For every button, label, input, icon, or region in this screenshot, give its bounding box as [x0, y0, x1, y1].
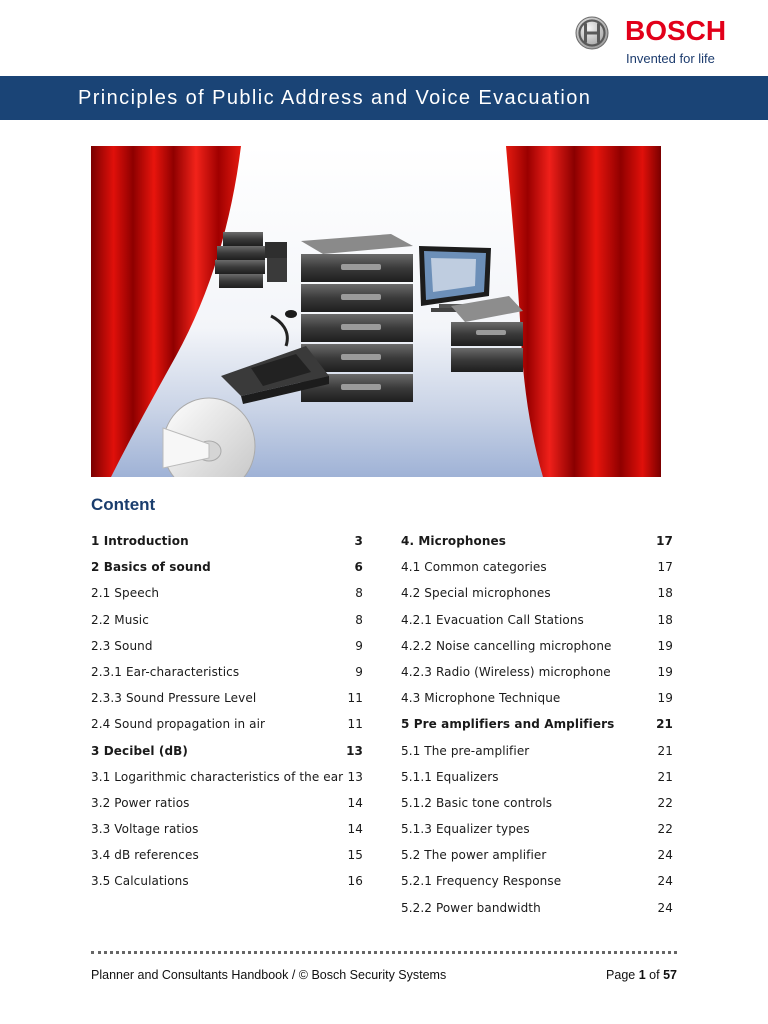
toc-entry-page: 6: [354, 560, 363, 575]
toc-entry-label: 5.1 The pre-amplifier: [401, 743, 530, 758]
toc-entry[interactable]: [91, 868, 363, 894]
toc-entry-label: 5.2 The power amplifier: [401, 848, 547, 863]
toc-entry[interactable]: [401, 895, 673, 921]
toc-entry[interactable]: [91, 685, 363, 711]
toc-entry-page: 19: [657, 691, 673, 706]
toc-entry[interactable]: [91, 607, 363, 633]
pa-equipment-stage-illustration: [91, 146, 661, 477]
toc-entry-label: 2.3 Sound: [91, 638, 153, 653]
toc-entry[interactable]: [401, 685, 673, 711]
toc-entry[interactable]: [91, 528, 363, 554]
page-of: of: [649, 968, 660, 982]
toc-entry[interactable]: [401, 816, 673, 842]
toc-entry[interactable]: [91, 764, 363, 790]
toc-entry-page: 16: [347, 874, 363, 889]
toc-entry[interactable]: [91, 711, 363, 737]
toc-entry-label: 5.1.1 Equalizers: [401, 769, 499, 784]
toc-entry[interactable]: [401, 711, 673, 737]
toc-entry[interactable]: [91, 580, 363, 606]
toc-entry-label: 2.1 Speech: [91, 586, 160, 601]
toc-entry[interactable]: [401, 607, 673, 633]
toc-entry[interactable]: [91, 816, 363, 842]
toc-entry-page: 24: [657, 900, 673, 915]
toc-entry-label: 4.2.3 Radio (Wireless) microphone: [401, 664, 611, 679]
toc-entry[interactable]: [91, 842, 363, 868]
toc-entry-page: 21: [657, 769, 673, 784]
toc-left-column: [91, 528, 363, 895]
content-heading: Content: [91, 495, 156, 514]
toc-entry[interactable]: [401, 790, 673, 816]
toc-entry[interactable]: [91, 633, 363, 659]
toc-entry-label: 5.2.2 Power bandwidth: [401, 900, 541, 915]
toc-entry-page: 11: [347, 691, 363, 706]
toc-entry-page: 22: [657, 795, 673, 810]
toc-entry-page: 11: [347, 717, 363, 732]
toc-entry-page: 14: [347, 795, 363, 810]
bosch-logo: [572, 15, 762, 67]
toc-entry-page: 15: [347, 848, 363, 863]
toc-entry[interactable]: [401, 528, 673, 554]
toc-right-column: [401, 528, 673, 921]
toc-entry-page: 3: [354, 534, 363, 548]
toc-entry-label: 5.1.3 Equalizer types: [401, 822, 530, 837]
page-current: 1: [638, 968, 646, 982]
title-band: [0, 76, 768, 120]
toc-entry-label: 2 Basics of sound: [91, 560, 211, 575]
toc-entry-page: 18: [657, 612, 673, 627]
toc-entry-label: 4. Microphones: [401, 534, 507, 548]
document-title: Principles of Public Address and Voice Evacuation: [78, 86, 592, 109]
toc-entry-page: 18: [657, 586, 673, 601]
brand-name: BOSCH: [625, 15, 727, 46]
toc-entry-page: 19: [657, 638, 673, 653]
toc-entry[interactable]: [401, 659, 673, 685]
toc-entry-page: 24: [657, 874, 673, 889]
toc-entry-label: 4.2.2 Noise cancelling microphone: [401, 638, 612, 653]
footer-divider: [91, 951, 677, 954]
brand-tagline: Invented for life: [626, 51, 715, 66]
toc-entry-page: 8: [355, 586, 363, 601]
toc-entry-page: 9: [355, 664, 363, 679]
toc-entry-page: 14: [347, 822, 363, 837]
toc-entry-page: 17: [656, 534, 673, 548]
toc-entry-label: 2.4 Sound propagation in air: [91, 717, 266, 732]
toc-entry-page: 8: [355, 612, 363, 627]
toc-entry-page: 19: [657, 664, 673, 679]
toc-entry[interactable]: [91, 659, 363, 685]
toc-entry-label: 4.2 Special microphones: [401, 586, 551, 601]
toc-entry[interactable]: [401, 842, 673, 868]
toc-entry-page: 24: [657, 848, 673, 863]
toc-entry-label: 3 Decibel (dB): [91, 743, 188, 758]
toc-entry-label: 2.3.3 Sound Pressure Level: [91, 691, 257, 706]
toc-entry[interactable]: [91, 554, 363, 580]
toc-entry-page: 17: [657, 560, 673, 575]
toc-entry-label: 5.1.2 Basic tone controls: [401, 795, 553, 810]
toc-entry[interactable]: [91, 790, 363, 816]
toc-entry-label: 4.3 Microphone Technique: [401, 691, 561, 706]
toc-entry-page: 9: [355, 638, 363, 653]
toc-entry-page: 13: [347, 769, 363, 784]
toc-entry-page: 13: [346, 743, 363, 758]
toc-entry-label: 3.2 Power ratios: [91, 795, 190, 810]
page-word: Page: [606, 968, 636, 982]
toc-entry-label: 2.3.1 Ear-characteristics: [91, 664, 240, 679]
footer-document-name: Planner and Consultants Handbook / © Bosch Security Systems: [91, 968, 447, 982]
toc-entry-label: 5 Pre amplifiers and Amplifiers: [401, 717, 615, 732]
toc-entry[interactable]: [401, 633, 673, 659]
toc-entry-label: 3.3 Voltage ratios: [91, 822, 199, 837]
toc-entry-page: 22: [657, 822, 673, 837]
toc-entry[interactable]: [401, 554, 673, 580]
toc-entry[interactable]: [401, 738, 673, 764]
toc-entry-label: 3.1 Logarithmic characteristics of the ear: [91, 769, 344, 784]
toc-entry-label: 1 Introduction: [91, 534, 189, 548]
toc-entry-label: 4.2.1 Evacuation Call Stations: [401, 612, 584, 627]
toc-entry-page: 21: [656, 717, 673, 732]
toc-entry[interactable]: [401, 764, 673, 790]
bosch-armature-icon: [575, 16, 609, 50]
toc-entry-label: 3.5 Calculations: [91, 874, 189, 889]
toc-entry[interactable]: [401, 580, 673, 606]
page-total: 57: [663, 968, 677, 982]
hero-image: [91, 146, 661, 477]
toc-entry-label: 5.2.1 Frequency Response: [401, 874, 562, 889]
toc-entry-page: 21: [657, 743, 673, 758]
toc-entry-label: 2.2 Music: [91, 612, 149, 627]
toc-entry[interactable]: [91, 738, 363, 764]
toc-entry-label: 4.1 Common categories: [401, 560, 547, 575]
toc-entry[interactable]: [401, 868, 673, 894]
footer-page-number: [606, 968, 677, 982]
toc-entry-label: 3.4 dB references: [91, 848, 199, 863]
